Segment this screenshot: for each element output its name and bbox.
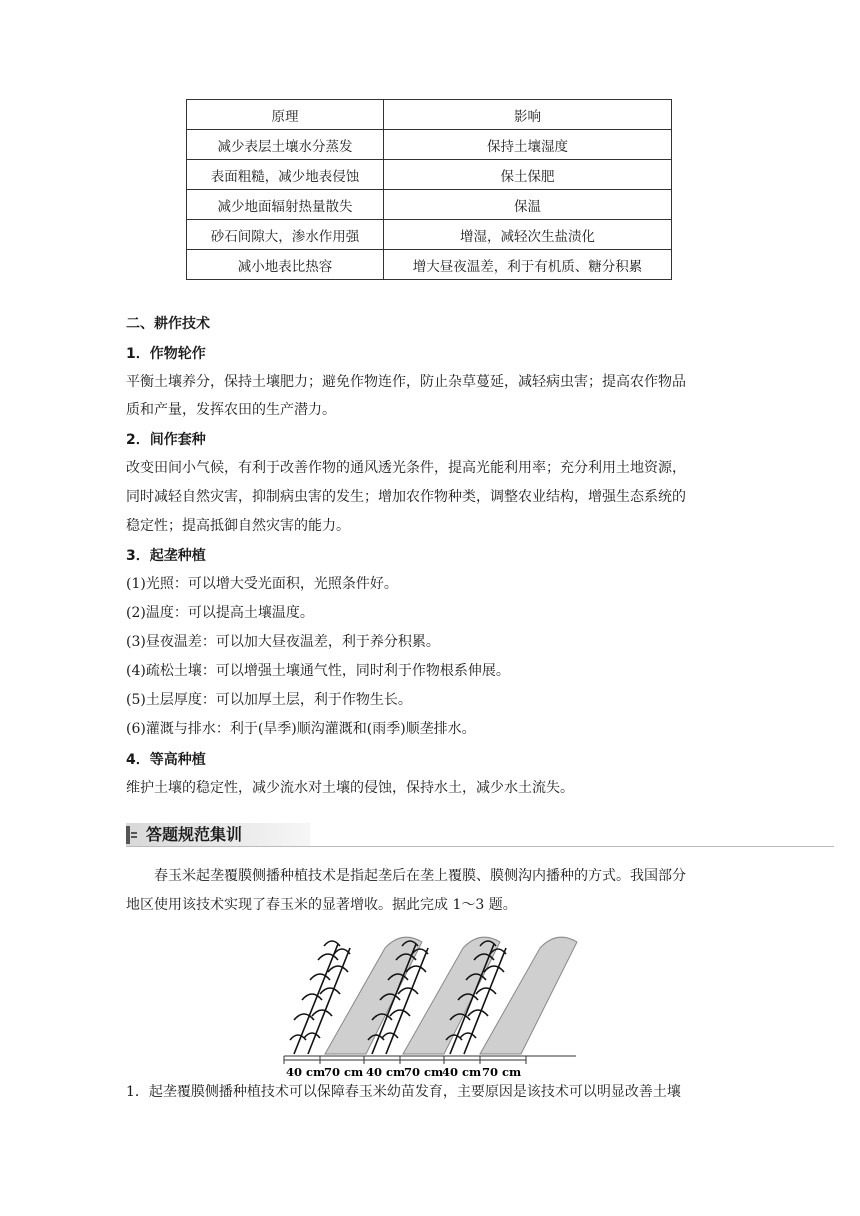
dimension-label: 70 cm	[482, 1065, 522, 1079]
table-row	[187, 250, 672, 280]
ridge-diagram	[280, 920, 580, 1080]
table-cell: 增湿，减轻次生盐渍化	[384, 220, 672, 250]
list-item: (4)疏松土壤：可以增强土壤通气性，同时利于作物根系伸展。	[126, 663, 510, 679]
paragraph-line: 质和产量，发挥农田的生产潜力。	[126, 402, 336, 418]
table-header-cell: 原理	[187, 100, 384, 130]
table-header-cell: 影响	[384, 100, 672, 130]
section-title: 二、耕作技术	[126, 316, 210, 332]
table-row	[187, 220, 672, 250]
intro-line: 地区使用该技术实现了春玉米的显著增收。据此完成 1～3 题。	[126, 897, 517, 913]
table-cell: 减小地表比热容	[187, 250, 384, 280]
banner-title: 答题规范集训	[146, 825, 243, 844]
paragraph-line: 改变田间小气候，有利于改善作物的通风透光条件，提高光能利用率；充分利用土地资源，	[126, 460, 686, 476]
table-cell: 表面粗糙，减少地表侵蚀	[187, 160, 384, 190]
subsection-title: 3．起垄种植	[126, 548, 206, 564]
ridge-planting-figure	[280, 920, 580, 1080]
table-row	[187, 160, 672, 190]
paragraph-line: 稳定性；提高抵御自然灾害的能力。	[126, 518, 350, 534]
paragraph-line: 同时减轻自然灾害，抑制病虫害的发生；增加农作物种类，调整农业结构，增强生态系统的	[126, 489, 686, 505]
table-header-row	[187, 100, 672, 130]
table-cell: 减少表层土壤水分蒸发	[187, 130, 384, 160]
dimension-label: 70 cm	[404, 1065, 444, 1079]
table-row	[187, 190, 672, 220]
list-item: (3)昼夜温差：可以加大昼夜温差，利于养分积累。	[126, 634, 440, 650]
table-cell: 保土保肥	[384, 160, 672, 190]
dimension-label: 40 cm	[366, 1065, 406, 1079]
practice-banner	[126, 823, 834, 847]
banner-rule	[126, 846, 834, 847]
dimension-label: 40 cm	[286, 1065, 326, 1079]
table-cell: 保持土壤湿度	[384, 130, 672, 160]
list-item: (6)灌溉与排水：利于(旱季)顺沟灌溉和(雨季)顺垄排水。	[126, 721, 476, 737]
list-item: (1)光照：可以增大受光面积，光照条件好。	[126, 576, 398, 592]
paragraph-line: 平衡土壤养分，保持土壤肥力；避免作物连作，防止杂草蔓延，减轻病虫害；提高农作物品	[126, 374, 686, 390]
dimension-label: 70 cm	[324, 1065, 364, 1079]
table-cell: 减少地面辐射热量散失	[187, 190, 384, 220]
subsection-title: 1．作物轮作	[126, 346, 206, 362]
intro-line: 春玉米起垄覆膜侧播种植技术是指起垄后在垄上覆膜、膜侧沟内播种的方式。我国部分	[154, 868, 686, 884]
plastic-film-ridge	[480, 937, 577, 1054]
list-item: (2)温度：可以提高土壤温度。	[126, 605, 314, 621]
dimension-label: 40 cm	[442, 1065, 482, 1079]
list-item: (5)土层厚度：可以加厚土层，利于作物生长。	[126, 692, 412, 708]
banner-mark-icon	[126, 826, 138, 844]
subsection-title: 4．等高种植	[126, 752, 206, 768]
table-cell: 增大昼夜温差，利于有机质、糖分积累	[384, 250, 672, 280]
table-cell: 砂石间隙大，渗水作用强	[187, 220, 384, 250]
principle-effect-table	[186, 99, 672, 280]
table-row	[187, 130, 672, 160]
paragraph-line: 维护土壤的稳定性，减少流水对土壤的侵蚀，保持水土，减少水土流失。	[126, 780, 574, 796]
table-cell: 保温	[384, 190, 672, 220]
subsection-title: 2．间作套种	[126, 432, 206, 448]
question-line: 1．起垄覆膜侧播种植技术可以保障春玉米幼苗发育，主要原因是该技术可以明显改善土壤	[126, 1084, 681, 1100]
